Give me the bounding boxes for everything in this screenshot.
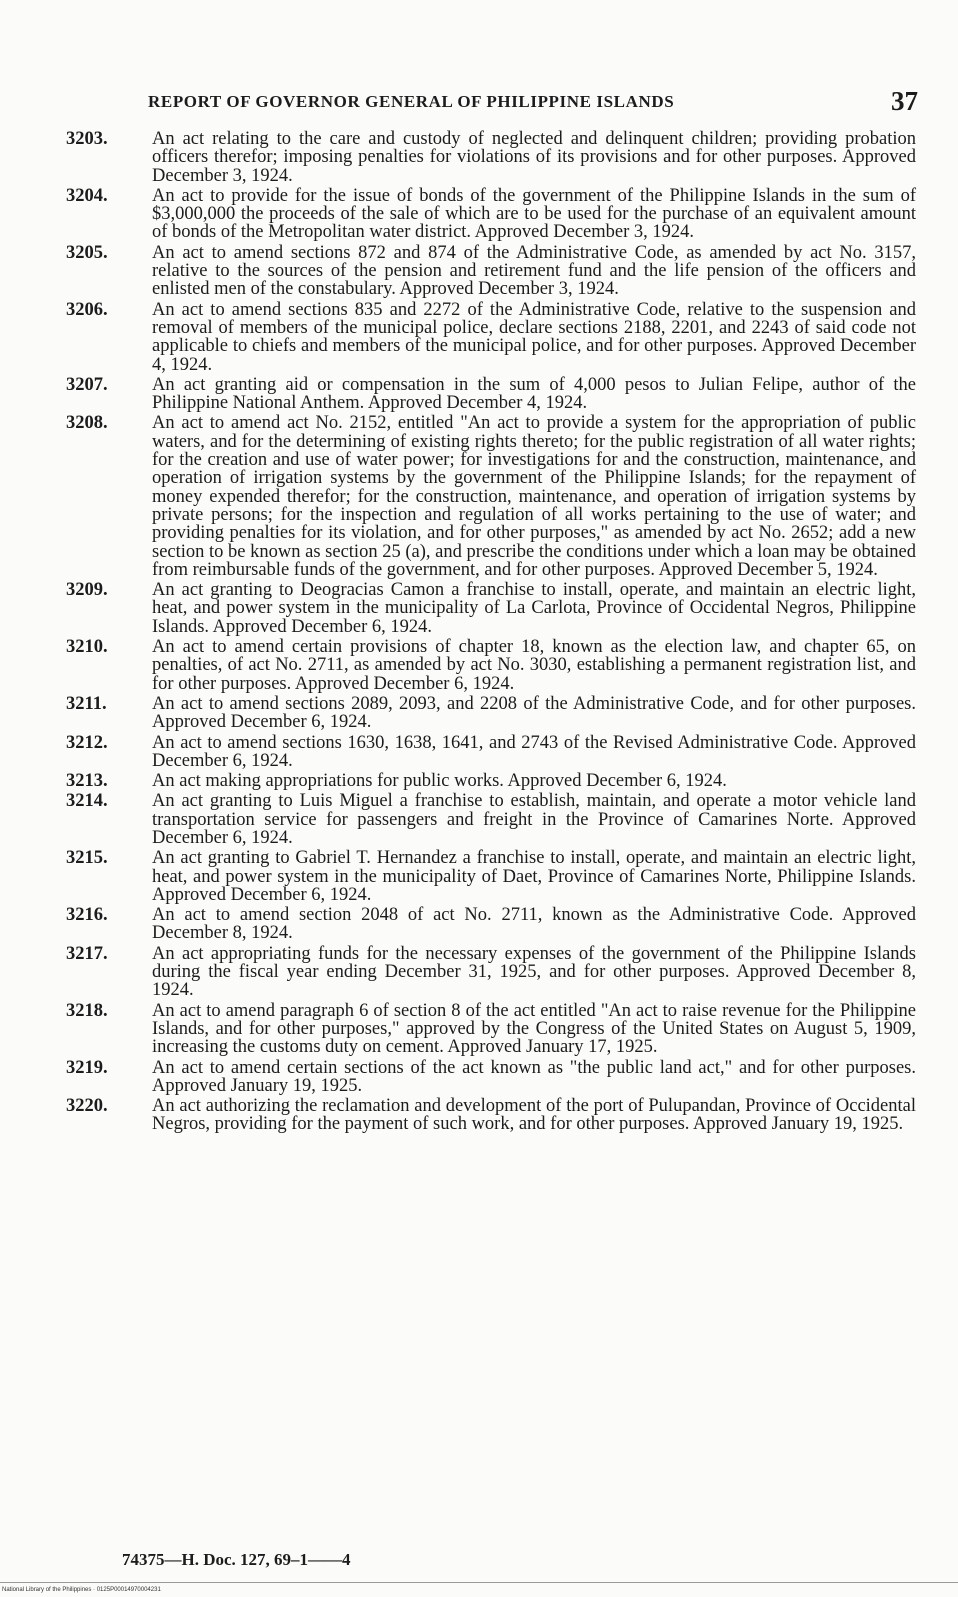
act-number: 3220. [66,1096,108,1117]
act-number: 3216. [66,905,108,926]
page-header [148,88,918,118]
signature-mark: 74375—H. Doc. 127, 69–1——4 [122,1550,351,1569]
act-number: 3219. [66,1057,108,1078]
act-text: An act relating to the care and custody of neglected and delinquent children; providing probation officers therefor; imposing penalties for violations of its provisions and for other purposes. Approved December 3, 1924. [152,129,916,186]
act-text: An act authorizing the reclamation and development of the port of Pulupandan, Province of Occidental Negros, providing for the payment of such work, and for other purposes. Approved January 19, 1925. [152,1096,916,1135]
acts-list [64,130,916,1136]
page-edge-divider [0,1582,958,1583]
act-number: 3211. [66,693,107,714]
act-entry [64,1002,916,1057]
act-entry [64,301,916,374]
act-entry [64,414,916,579]
act-number: 3210. [66,637,108,658]
act-number: 3212. [66,732,108,753]
act-entry [64,792,916,847]
act-entry [64,695,916,732]
act-entry [64,244,916,299]
act-number: 3205. [66,242,108,263]
scan-credit: National Library of the Philippines · 0125P00014970004231 [2,1587,161,1593]
act-text: An act to amend section 2048 of act No. 2711, known as the Administrative Code. Approved December 8, 1924. [152,905,916,944]
act-entry [64,130,916,185]
act-text: An act granting to Deogracias Camon a franchise to install, operate, and maintain an electric light, heat, and power system in the municipality of La Carlota, Province of Occidental Negros, Philippine Islands. Approved December 6, 1924. [152,580,916,637]
act-number: 3214. [66,791,108,812]
act-number: 3209. [66,580,108,601]
act-entry [64,734,916,771]
act-text: An act granting to Luis Miguel a franchise to establish, maintain, and operate a motor vehicle land transportation service for passengers and freight in the Province of Camarines Norte. Approved December 6, 1924. [152,791,916,848]
act-text: An act to amend sections 1630, 1638, 1641, and 2743 of the Revised Administrative Code. Approved December 6, 1924. [152,732,916,771]
act-text: An act appropriating funds for the necessary expenses of the government of the Philippine Islands during the fiscal year ending December 31, 1925, and for other purposes. Approved December 8, 1924. [152,943,916,1001]
act-number: 3218. [66,1000,108,1021]
act-text: An act to amend paragraph 6 of section 8 of the act entitled "An act to raise revenue for the Philippine Islands, and for other purposes," approved by the Congress of the United States on August 5, 1909, increasing the customs duty on cement. Approved January 17, 1925. [152,1000,916,1058]
page-number: 37 [891,86,918,116]
act-entry [64,906,916,943]
act-entry [64,1097,916,1134]
act-entry [64,945,916,1000]
act-text: An act to amend certain sections of the act known as "the public land act," and for other purposes. Approved January 19, 1925. [152,1057,916,1096]
act-number: 3203. [66,129,108,149]
act-entry [64,187,916,242]
act-number: 3208. [66,413,108,434]
act-entry [64,376,916,413]
act-text: An act to amend sections 872 and 874 of the Administrative Code, as amended by act No. 3157, relative to the sources of the pension and retirement fund and the life pension of the officers and enlisted men of the constabulary. Approved December 3, 1924. [152,242,916,300]
act-number: 3204. [66,185,108,206]
act-entry [64,581,916,636]
act-number: 3217. [66,943,108,964]
act-text: An act granting aid or compensation in the sum of 4,000 pesos to Julian Felipe, author of the Philippine National Anthem. Approved December 4, 1924. [152,374,916,414]
act-entry [64,849,916,904]
act-number: 3207. [66,374,108,395]
act-text: An act to amend sections 2089, 2093, and 2208 of the Administrative Code, and for other purposes. Approved December 6, 1924. [152,693,916,733]
act-number: 3206. [66,299,108,320]
act-text: An act to provide for the issue of bonds of the government of the Philippine Islands in the sum of $3,000,000 the proceeds of the sale of which are to be used for the purchase of an equivalent amount of bonds of the Metropolitan water district. Approved December 3, 1924. [152,185,916,243]
act-text: An act making appropriations for public works. Approved December 6, 1924. [152,771,727,792]
act-entry [64,638,916,693]
act-text: An act to amend sections 835 and 2272 of the Administrative Code, relative to the suspension and removal of members of the municipal police, declare sections 2188, 2201, and 2243 of said code not applicable to chiefs and members of the municipal police, and for other purposes. Approved December 4, 1924. [152,299,916,375]
act-entry [64,772,916,790]
act-number: 3213. [66,771,108,792]
act-text: An act to amend certain provisions of chapter 18, known as the election law, and chapter 65, on penalties, of act No. 2711, as amended by act No. 3030, establishing a permanent registration list, and for other purposes. Approved December 6, 1924. [152,637,916,694]
act-text: An act to amend act No. 2152, entitled "An act to provide a system for the appropriation of public waters, and for the determining of existing rights thereto; for the public registration of all water rights; for the creation and use of water power; for investigations for and the construction, maintenance, and operation of irrigation systems by the government of the Philippine Islands; for the repayment of money expended therefor; for the construction, maintenance, and operation of irrigation systems by private persons; for the inspection and regulation of all works pertaining to the use of water; and providing penalties for its violation, and for other purposes," as amended by act No. 2652; add a new section to be known as section 25 (a), and prescribe the conditions under which a loan may be obtained from reimbursable funds of the government, and for other purposes. Approved December 5, 1924. [152,413,916,580]
act-text: An act granting to Gabriel T. Hernandez a franchise to install, operate, and maintain an electric light, heat, and power system in the municipality of Daet, Province of Camarines Norte, Philippine Islands. Approved December 6, 1924. [152,848,916,905]
act-number: 3215. [66,848,108,869]
running-head: REPORT OF GOVERNOR GENERAL OF PHILIPPINE ISLANDS [148,92,675,111]
act-entry [64,1059,916,1096]
